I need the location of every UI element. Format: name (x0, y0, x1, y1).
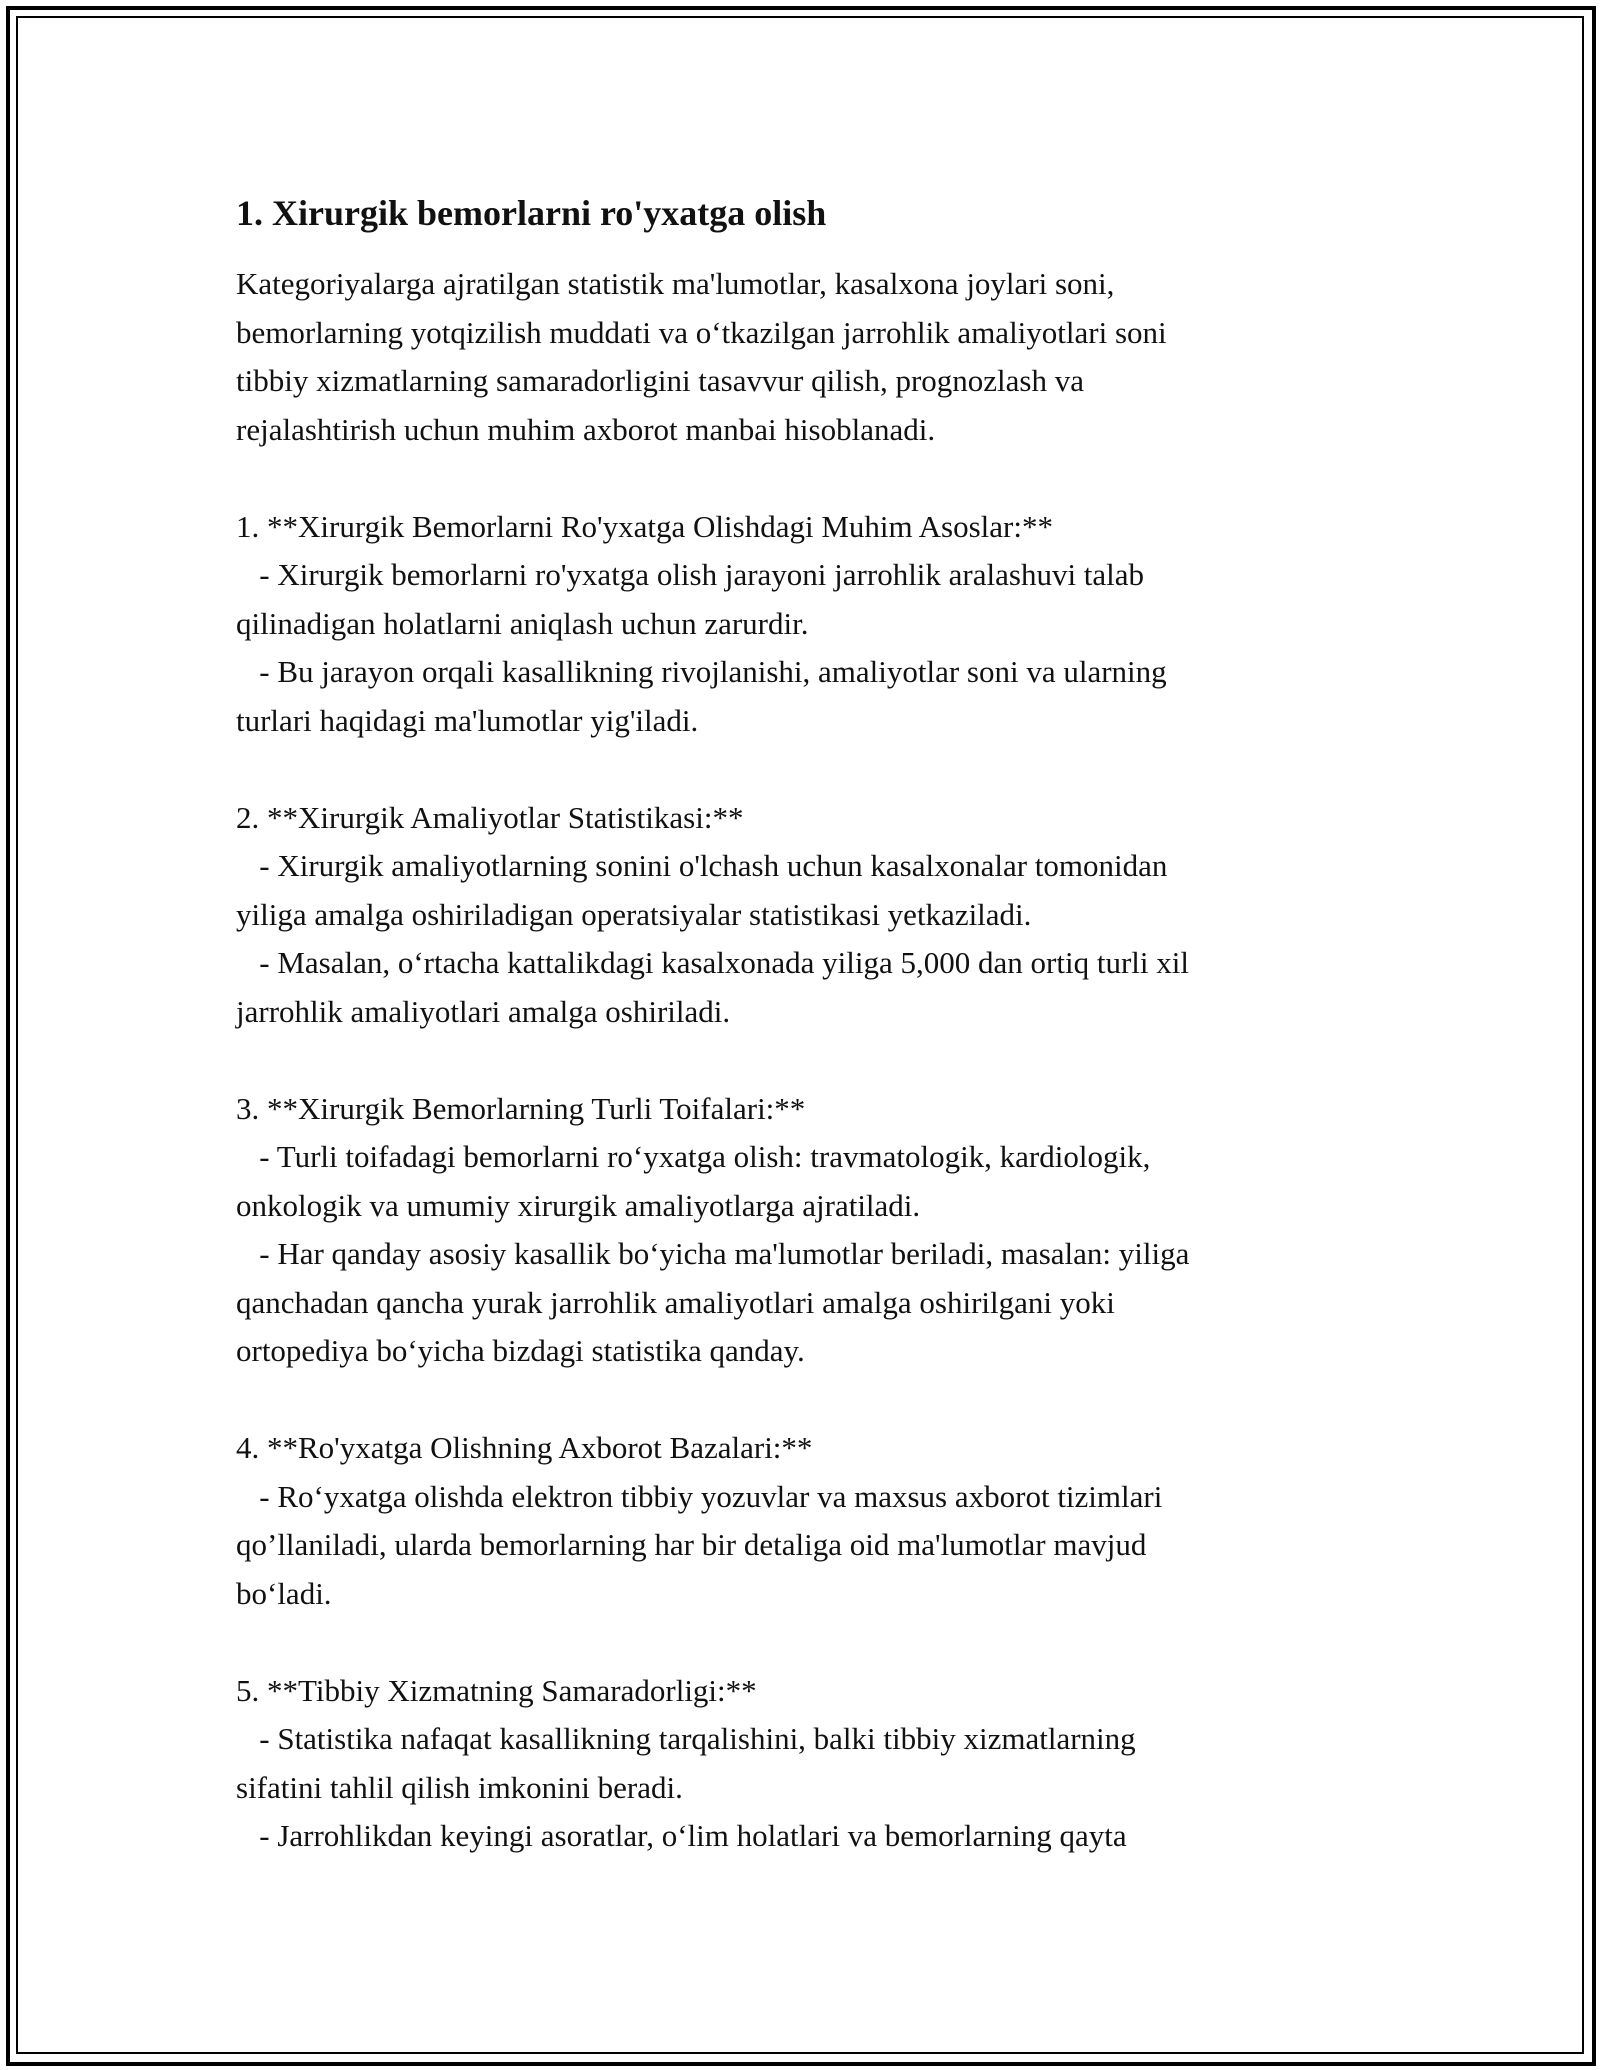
section-spacer (236, 1036, 1376, 1085)
section-heading: 5. **Tibbiy Xizmatning Samaradorligi:** (236, 1672, 757, 1708)
section-heading: 2. **Xirurgik Amaliyotlar Statistikasi:** (236, 799, 744, 835)
section-spacer (236, 454, 1376, 503)
section-spacer (236, 745, 1376, 794)
section-body: - Turli toifadagi bemorlarni ro‘yxatga olish: travmatologik, kardiologik, onkologik va umumiy xirurgik amaliyotlarga ajratiladi. - Har qanday asosiy kasallik bo‘yicha ma'lumotlar beriladi, masalan: yiliga qanchadan qancha yurak jarrohlik amaliyotlari amalga oshirilgani yoki ortopediya bo‘yicha bizdagi statistika qanday. (236, 1139, 1190, 1368)
section-spacer (236, 1376, 1376, 1425)
section-heading: 1. **Xirurgik Bemorlarni Ro'yxatga Olishdagi Muhim Asoslar:** (236, 508, 1053, 544)
document-title: 1. Xirurgik bemorlarni ro'yxatga olish (236, 193, 827, 233)
intro-paragraph: Kategoriyalarga ajratilgan statistik ma'lumotlar, kasalxona joylari soni, bemorlarning yotqizilish muddati va o‘tkazilgan jarrohlik amaliyotlari soni tibbiy xizmatlarning samaradorligini tasavvur qilish, prognozlash va rejalashtirish uchun muhim axborot manbai hisoblanadi. (236, 266, 1167, 447)
section-body: - Xirurgik amaliyotlarning sonini o'lchash uchun kasalxonalar tomonidan yiliga amalga oshiriladigan operatsiyalar statistikasi yetkaziladi. - Masalan, o‘rtacha kattalikdagi kasalxonada yiliga 5,000 dan ortiq turli xil jarrohlik amaliyotlari amalga oshiriladi. (236, 848, 1189, 1029)
section-body: - Xirurgik bemorlarni ro'yxatga olish jarayoni jarrohlik aralashuvi talab qilinadigan holatlarni aniqlash uchun zarurdir. - Bu jarayon orqali kasallikning rivojlanishi, amaliyotlar soni va ularning turlari haqidagi ma'lumotlar yig'iladi. (236, 557, 1167, 738)
section-heading: 4. **Ro'yxatga Olishning Axborot Bazalari:** (236, 1430, 813, 1465)
section-body: - Ro‘yxatga olishda elektron tibbiy yozuvlar va maxsus axborot tizimlari qo’llaniladi, ularda bemorlarning har bir detaliga oid ma'lumotlar mavjud bo‘ladi. (236, 1478, 1163, 1611)
section-spacer (236, 1618, 1376, 1667)
section-heading: 3. **Xirurgik Bemorlarning Turli Toifalari:** (236, 1090, 806, 1126)
document-page (236, 190, 1376, 1861)
section-body: - Statistika nafaqat kasallikning tarqalishini, balki tibbiy xizmatlarning sifatini tahlil qilish imkonini beradi. - Jarrohlikdan keyingi asoratlar, o‘lim holatlari va bemorlarning qayta (236, 1721, 1136, 1853)
